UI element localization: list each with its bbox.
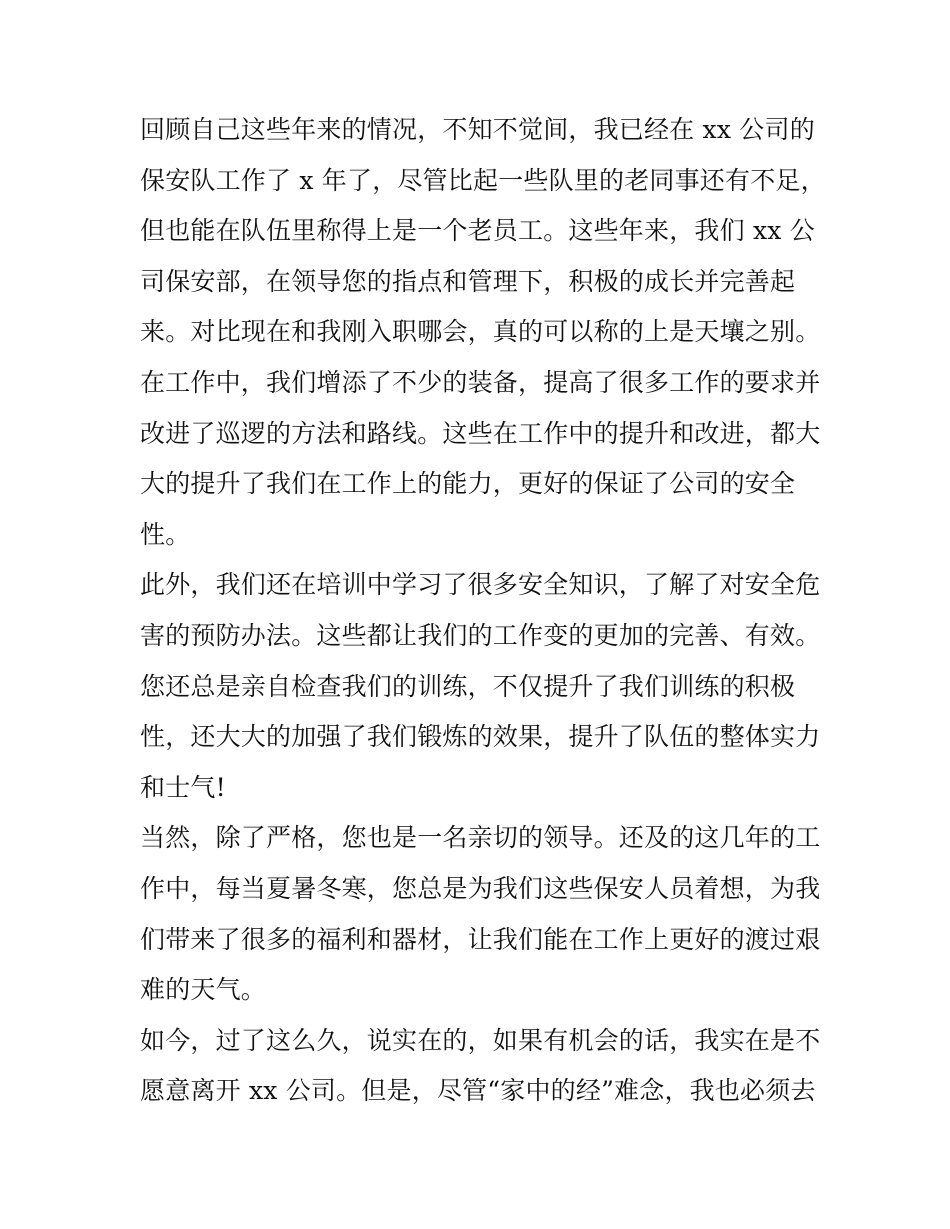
text-line: 改进了巡逻的方法和路线。这些在工作中的提升和改进，都大 (140, 419, 821, 448)
text-line: 回顾自己这些年来的情况，不知不觉间，我已经在 xx 公司的 (140, 115, 815, 144)
text-line: 们带来了很多的福利和器材，让我们能在工作上更好的渡过艰 (140, 925, 821, 954)
text-line: 来。对比现在和我刚入职哪会，真的可以称的上是天壤之别。 (140, 317, 821, 346)
text-line: 如今，过了这么久，说实在的，如果有机会的话，我实在是不 (140, 1026, 821, 1055)
text-line: 愿意离开 xx 公司。但是，尽管“家中的经”难念，我也必须去 (140, 1076, 816, 1105)
text-line: 但也能在队伍里称得上是一个老员工。这些年来，我们 xx 公 (140, 216, 815, 245)
text-line: 难的天气。 (140, 975, 267, 1004)
text-line: 在工作中，我们增添了不少的装备，提高了很多工作的要求并 (140, 368, 821, 397)
text-line: 司保安部，在领导您的指点和管理下，积极的成长并完善起 (140, 267, 796, 296)
text-line: 害的预防办法。这些都让我们的工作变的更加的完善、有效。 (140, 621, 821, 650)
text-line: 当然，除了严格，您也是一名亲切的领导。还及的这几年的工 (140, 823, 821, 852)
text-line: 性，还大大的加强了我们锻炼的效果，提升了队伍的整体实力 (140, 722, 821, 751)
text-line: 作中，每当夏暑冬寒，您总是为我们这些保安人员着想，为我 (140, 874, 821, 903)
text-line: 和士气! (140, 773, 226, 802)
text-line: 保安队工作了 x 年了，尽管比起一些队里的老同事还有不足， (140, 166, 826, 195)
text-line: 大的提升了我们在工作上的能力，更好的保证了公司的安全 (140, 469, 796, 498)
text-line: 此外，我们还在培训中学习了很多安全知识，了解了对安全危 (140, 570, 821, 599)
text-line: 性。 (140, 520, 191, 549)
text-line: 您还总是亲自检查我们的训练，不仅提升了我们训练的积极 (140, 672, 796, 701)
